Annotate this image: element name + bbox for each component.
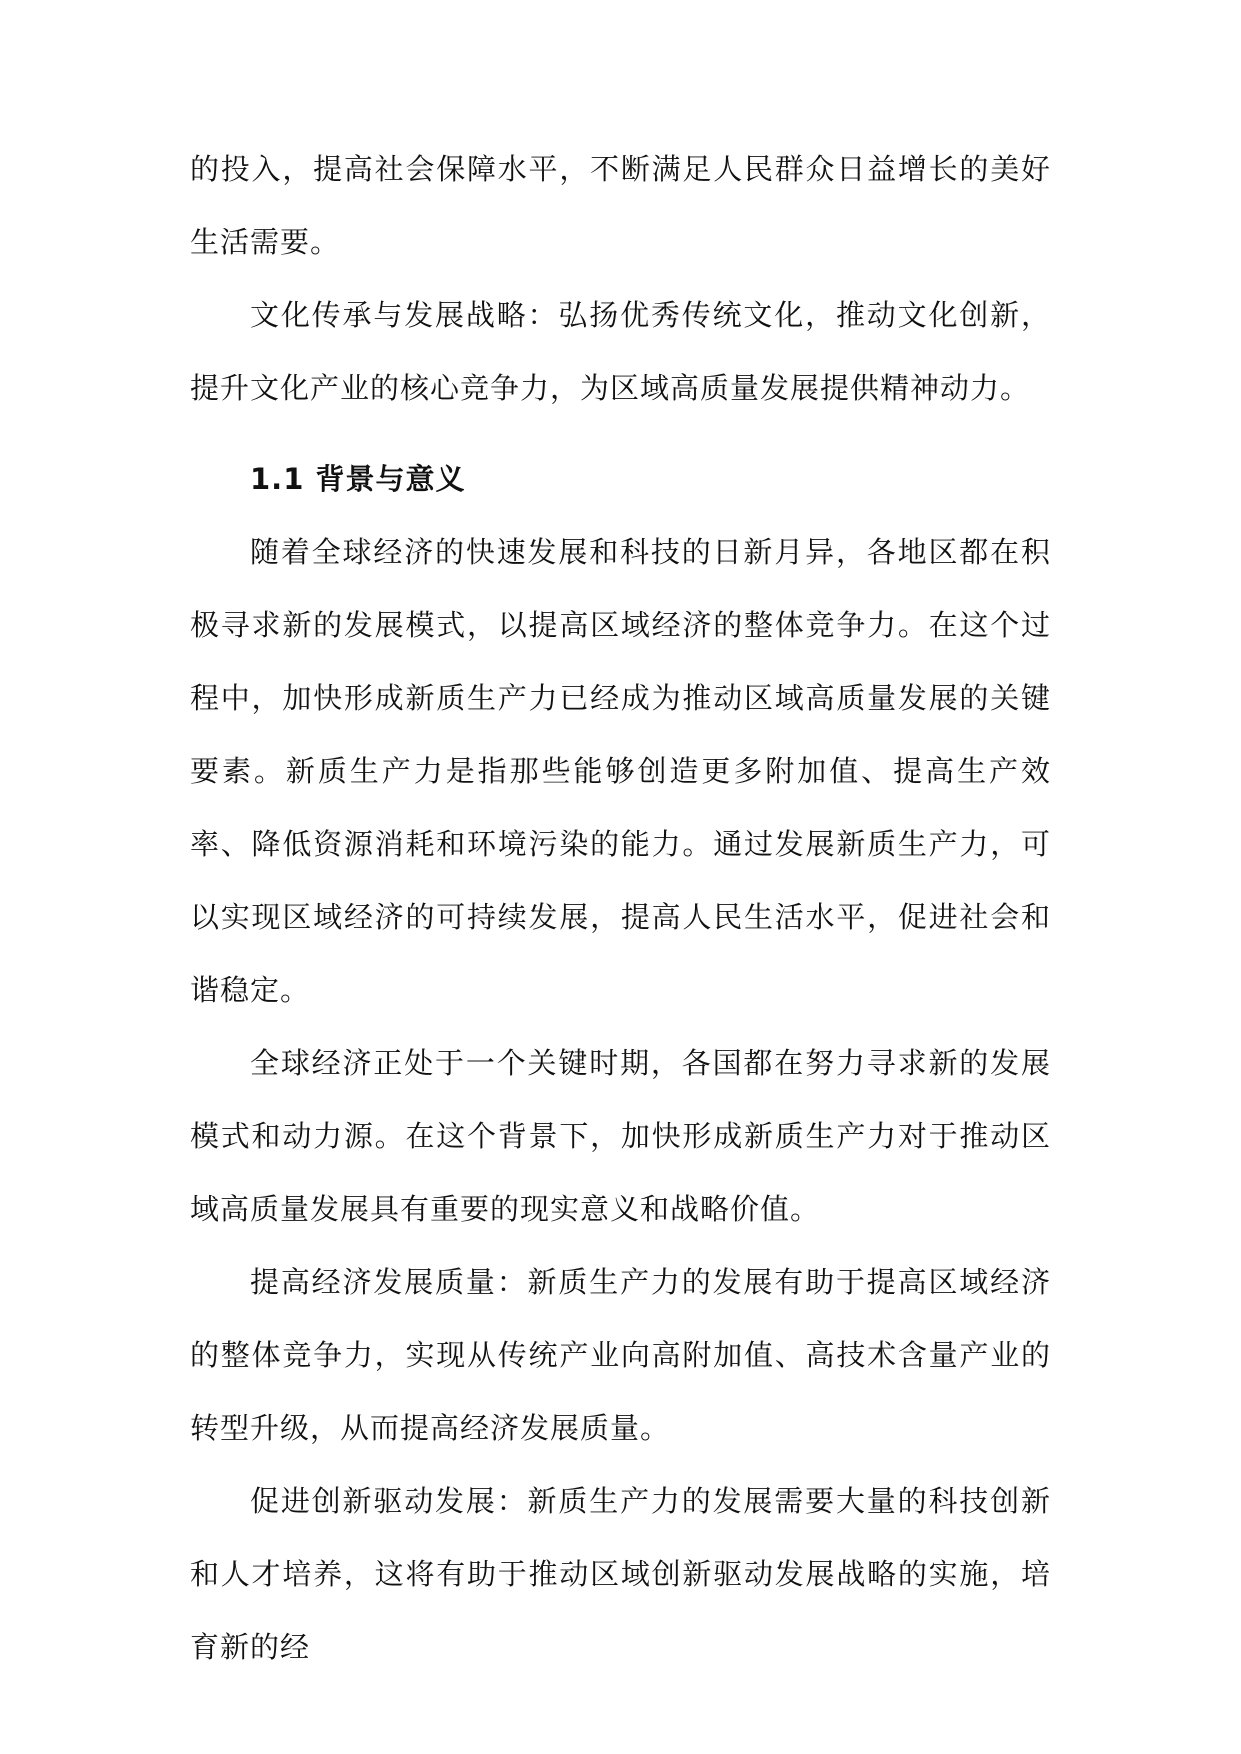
- paragraph-background-1: 随着全球经济的快速发展和科技的日新月异，各地区都在积极寻求新的发展模式，以提高区域经济的整体竞争力。在这个过程中，加快形成新质生产力已经成为推动区域高质量发展的关键要素。新质生产力是指那些能够创造更多附加值、提高生产效率、降低资源消耗和环境污染的能力。通过发展新质生产力，可以实现区域经济的可持续发展，提高人民生活水平，促进社会和谐稳定。: [190, 535, 1051, 1007]
- section-heading: 1.1 背景与意义: [250, 462, 466, 496]
- paragraph-quality: 提高经济发展质量：新质生产力的发展有助于提高区域经济的整体竞争力，实现从传统产业向高附加值、高技术含量产业的转型升级，从而提高经济发展质量。: [190, 1265, 1051, 1445]
- paragraph-continuation: 的投入，提高社会保障水平，不断满足人民群众日益增长的美好生活需要。: [190, 152, 1051, 259]
- paragraph-innovation: 促进创新驱动发展：新质生产力的发展需要大量的科技创新和人才培养，这将有助于推动区域创新驱动发展战略的实施，培育新的经: [190, 1484, 1051, 1664]
- paragraph-background-2: 全球经济正处于一个关键时期，各国都在努力寻求新的发展模式和动力源。在这个背景下，加快形成新质生产力对于推动区域高质量发展具有重要的现实意义和战略价值。: [190, 1046, 1051, 1226]
- paragraph-culture-strategy: 文化传承与发展战略：弘扬优秀传统文化，推动文化创新，提升文化产业的核心竞争力，为区域高质量发展提供精神动力。: [190, 298, 1051, 405]
